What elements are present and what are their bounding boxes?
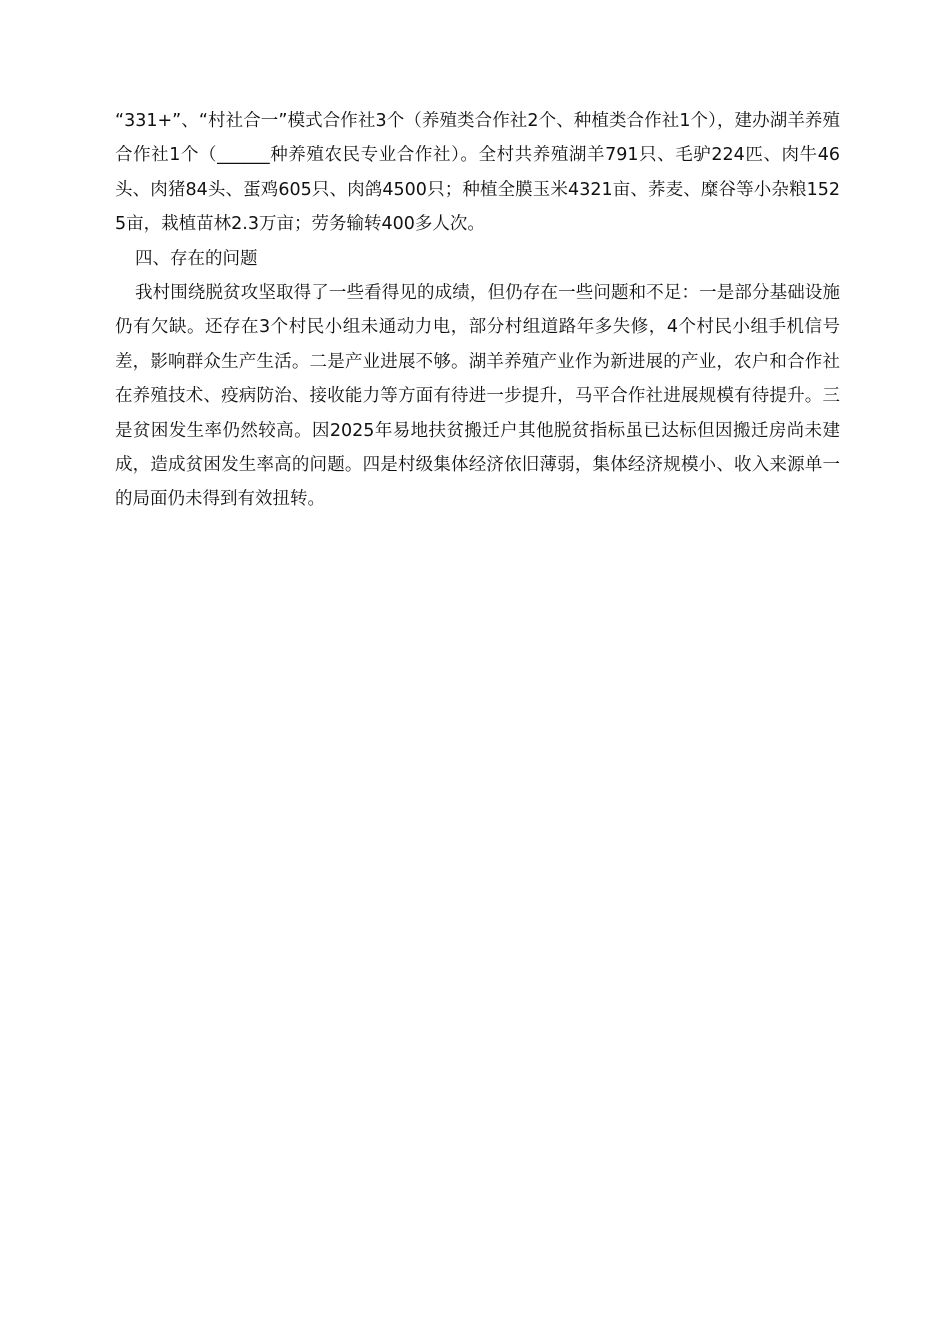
paragraph-cooperatives: “331+”、“村社合一”模式合作社3个（养殖类合作社2个、种植类合作社1个），建办湖羊养殖合作社1个（______种养殖农民专业合作社）。全村共养殖湖羊791只、毛驴224匹、肉牛46头、肉猪84头、蛋鸡605只、肉鸽4500只；种植全膜玉米4321亩、荞麦、糜谷等小杂粮1525亩，栽植苗林2.3万亩；劳务输转400多人次。 [115,111,840,235]
document-page [115,104,840,517]
section-heading-problems: 四、存在的问题 [135,248,258,269]
paragraph-problems: 我村围绕脱贫攻坚取得了一些看得见的成绩，但仍存在一些问题和不足：一是部分基础设施仍有欠缺。还存在3个村民小组未通动力电，部分村组道路年多失修，4个村民小组手机信号差，影响群众生产生活。二是产业进展不够。湖羊养殖产业作为新进展的产业，农户和合作社在养殖技术、疫病防治、接收能力等方面有待进一步提升，马平合作社进展规模有待提升。三是贫困发生率仍然较高。因2025年易地扶贫搬迁户其他脱贫指标虽已达标但因搬迁房尚未建成，造成贫困发生率高的问题。四是村级集体经济依旧薄弱，集体经济规模小、收入来源单一的局面仍未得到有效扭转。 [115,283,840,510]
